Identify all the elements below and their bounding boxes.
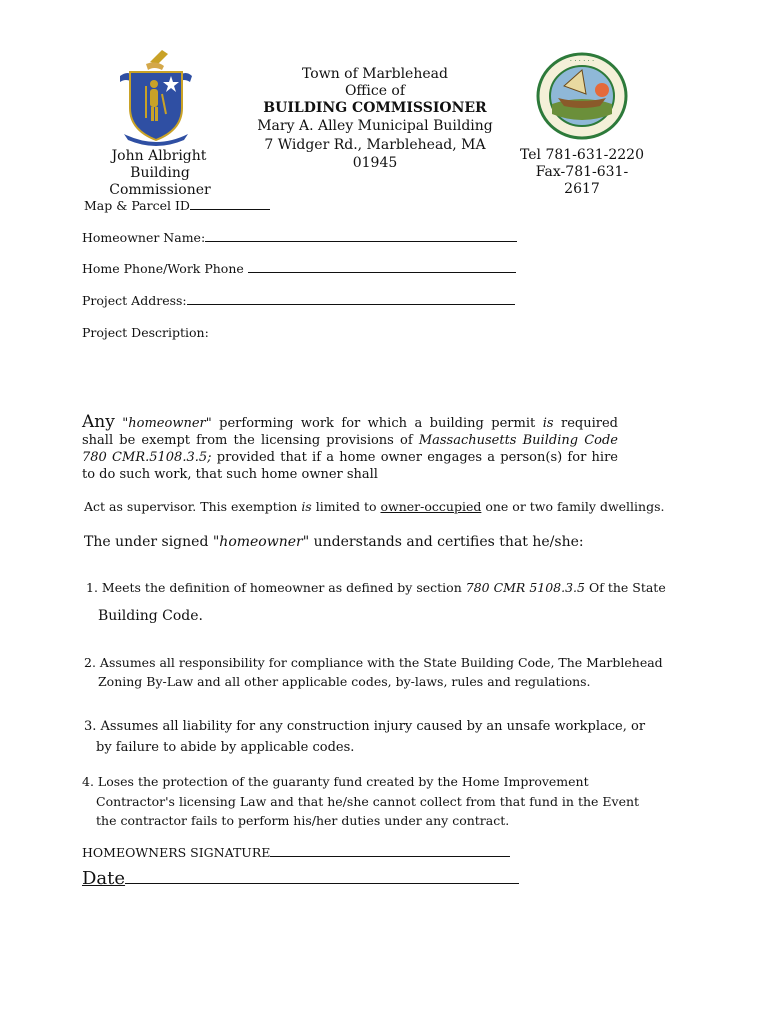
homeowner-name-field — [82, 230, 517, 245]
homeowner-term: "homeowner" — [122, 416, 212, 431]
p1-text-c: provided that if a home owner engages a person(s) for hire to do such work, that such home owner shall — [82, 450, 618, 482]
item-text: Assumes all liability for any construction injury caused by an unsafe workplace, or — [100, 719, 646, 734]
p3-text-a: The under signed — [84, 534, 209, 550]
certification-intro — [84, 534, 584, 551]
list-item-continuation: Zoning By-Law and all other applicable codes, by-laws, rules and regulations. — [98, 674, 591, 689]
svg-text:· · · · · ·: · · · · · · — [569, 57, 595, 65]
massachusetts-seal-icon — [116, 46, 196, 146]
item-text-tail: Of the State — [588, 580, 666, 595]
street-address: 7 Widger Rd., Marblehead, MA — [264, 137, 486, 153]
p2-text-a: Act as supervisor. This exemption — [84, 499, 298, 514]
project-address-field — [82, 293, 515, 308]
marblehead-town-seal-icon — [536, 52, 628, 140]
homeowner-exemption-paragraph — [82, 414, 618, 483]
home-phone-field — [82, 261, 516, 276]
list-item — [86, 578, 666, 597]
list-item-continuation: by failure to abide by applicable codes. — [96, 740, 355, 755]
list-item-continuation: Contractor's licensing Law and that he/she cannot collect from that fund in the Event — [96, 794, 640, 809]
list-item — [84, 653, 663, 672]
telephone: Tel 781-631-2220 — [520, 147, 644, 163]
project-address-label: Project Address: — [82, 293, 187, 308]
signature-label: HOMEOWNERS SIGNATURE — [82, 845, 271, 860]
signature-field — [82, 845, 510, 860]
list-item-continuation: the contractor fails to perform his/her duties under any contract. — [96, 813, 510, 828]
p1-text-a: performing work for which a building permit — [219, 416, 536, 431]
project-description-label: Project Description: — [82, 325, 209, 340]
date-field — [82, 868, 519, 889]
supervisor-paragraph — [84, 498, 665, 515]
item-number: 4. — [82, 774, 94, 789]
item-text: Meets the definition of homeowner as defined by section — [101, 580, 462, 595]
list-item — [84, 717, 645, 736]
date-label: Date — [82, 868, 126, 889]
item-code: 780 CMR 5108.3.5 — [465, 580, 585, 595]
p2-text-b: limited to — [315, 499, 377, 514]
homeowner-name-label: Homeowner Name: — [82, 230, 206, 245]
any-word: Any — [82, 412, 115, 432]
item-number: 3. — [84, 719, 97, 734]
p1-text-b: required shall be exempt from the licensing provisions of — [82, 416, 618, 448]
p2-text-c: one or two family dwellings. — [485, 499, 665, 514]
map-parcel-label: Map & Parcel ID — [84, 198, 190, 213]
list-item-continuation: Building Code. — [98, 608, 203, 624]
office-of: Office of — [344, 83, 406, 99]
owner-occupied-term: owner-occupied — [380, 499, 482, 514]
town-name: Town of Marblehead — [302, 66, 448, 82]
commissioner-name: John Albright — [111, 148, 207, 164]
item-text: Loses the protection of the guaranty fund created by the Home Improvement — [97, 774, 589, 789]
zip-code: 01945 — [352, 155, 398, 171]
commissioner-title: Building Commissioner — [109, 165, 211, 198]
home-phone-label: Home Phone/Work Phone — [82, 261, 244, 276]
p2-is-word: is — [301, 499, 312, 514]
list-item — [82, 772, 589, 791]
building-code-reference: Massachusetts Building Code 780 CMR.5108.3.5; — [82, 433, 618, 465]
p3-homeowner-term: "homeowner" — [212, 534, 310, 550]
fax: Fax-781-631-2617 — [535, 164, 629, 197]
p3-text-b: understands and certifies that he/she: — [313, 534, 584, 550]
department-title: BUILDING COMMISSIONER — [263, 100, 487, 116]
item-number: 2. — [84, 655, 96, 670]
item-text: Assumes all responsibility for compliance with the State Building Code, The Marblehead — [99, 655, 663, 670]
map-parcel-field — [84, 198, 270, 213]
item-number: 1. — [86, 580, 98, 595]
is-word: is — [542, 416, 554, 431]
building-name: Mary A. Alley Municipal Building — [257, 118, 493, 134]
